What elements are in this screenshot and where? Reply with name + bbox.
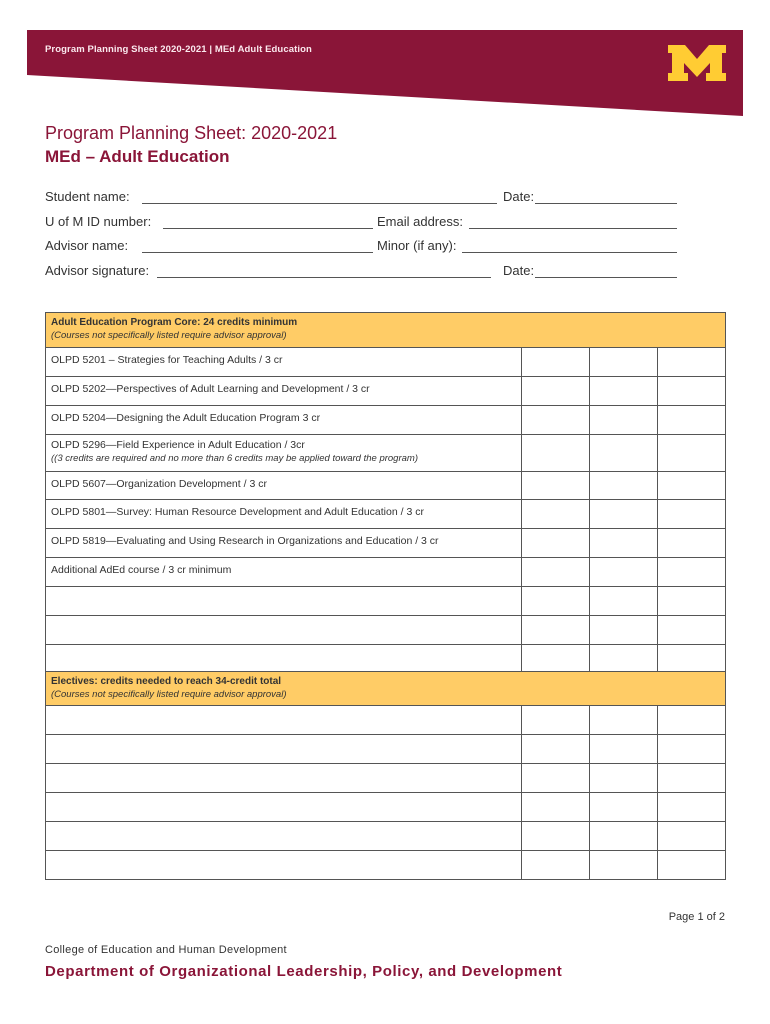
entry-cell[interactable] — [46, 587, 522, 616]
table-row — [46, 616, 726, 645]
table-row — [46, 529, 726, 558]
table-row — [46, 587, 726, 616]
umid-line[interactable] — [163, 228, 373, 229]
entry-cell[interactable] — [522, 735, 590, 764]
student-name-label: Student name: — [45, 189, 130, 204]
core-header-subtitle: (Courses not specifically listed require advisor approval) — [51, 330, 287, 341]
entry-cell[interactable] — [590, 500, 658, 529]
entry-cell[interactable] — [522, 435, 590, 472]
entry-cell[interactable] — [590, 706, 658, 735]
entry-cell[interactable] — [658, 764, 726, 793]
entry-cell[interactable] — [46, 851, 522, 880]
table-row — [46, 348, 726, 377]
entry-cell[interactable] — [658, 645, 726, 674]
entry-cell[interactable] — [590, 822, 658, 851]
advisor-name-label: Advisor name: — [45, 238, 129, 253]
entry-cell[interactable] — [658, 377, 726, 406]
core-header-title: Adult Education Program Core: 24 credits minimum — [51, 317, 298, 328]
entry-cell[interactable] — [522, 851, 590, 880]
electives-header-title: Electives: credits needed to reach 34-credit total — [51, 676, 282, 687]
course-name: OLPD 5201 – Strategies for Teaching Adults / 3 cr — [51, 354, 283, 366]
entry-cell[interactable] — [590, 348, 658, 377]
college-name: College of Education and Human Development — [45, 944, 287, 956]
entry-cell[interactable] — [46, 706, 522, 735]
entry-cell[interactable] — [658, 735, 726, 764]
core-header-row — [46, 313, 726, 348]
entry-cell[interactable] — [522, 764, 590, 793]
entry-cell[interactable] — [522, 706, 590, 735]
entry-cell[interactable] — [46, 616, 522, 645]
entry-cell[interactable] — [658, 706, 726, 735]
course-name: OLPD 5801—Survey: Human Resource Development and Adult Education / 3 cr — [51, 506, 424, 518]
entry-cell[interactable] — [522, 822, 590, 851]
course-name: OLPD 5819—Evaluating and Using Research in Organizations and Education / 3 cr — [51, 535, 439, 547]
entry-cell[interactable] — [590, 529, 658, 558]
table-row — [46, 558, 726, 587]
course-name: OLPD 5607—Organization Development / 3 cr — [51, 478, 267, 490]
entry-cell[interactable] — [590, 406, 658, 435]
entry-cell[interactable] — [590, 377, 658, 406]
entry-cell[interactable] — [522, 406, 590, 435]
advisor-signature-label: Advisor signature: — [45, 263, 150, 278]
table-row — [46, 706, 726, 735]
entry-cell[interactable] — [658, 587, 726, 616]
entry-cell[interactable] — [658, 500, 726, 529]
entry-cell[interactable] — [658, 851, 726, 880]
entry-cell[interactable] — [590, 645, 658, 674]
student-name-line[interactable] — [142, 203, 497, 204]
entry-cell[interactable] — [522, 377, 590, 406]
page-title: Program Planning Sheet: 2020-2021 — [45, 123, 338, 143]
course-name: OLPD 5296—Field Experience in Adult Education / 3cr — [51, 439, 305, 451]
date-label: Date: — [503, 263, 535, 278]
entry-cell[interactable] — [658, 406, 726, 435]
course-name: OLPD 5204—Designing the Adult Education Program 3 cr — [51, 412, 321, 424]
entry-cell[interactable] — [522, 472, 590, 500]
umid-label: U of M ID number: — [45, 214, 152, 229]
table-row — [46, 764, 726, 793]
department-name: Department of Organizational Leadership, Policy, and Development — [45, 963, 563, 980]
course-name: OLPD 5202—Perspectives of Adult Learning and Development / 3 cr — [51, 383, 370, 395]
entry-cell[interactable] — [658, 435, 726, 472]
entry-cell[interactable] — [658, 472, 726, 500]
header-band-text: Program Planning Sheet 2020-2021 | MEd Adult Education — [45, 44, 312, 55]
table-row — [46, 500, 726, 529]
table-row — [46, 851, 726, 880]
entry-cell[interactable] — [658, 558, 726, 587]
date-label: Date: — [503, 189, 535, 204]
table-row — [46, 472, 726, 500]
table-row — [46, 645, 726, 674]
table-row — [46, 735, 726, 764]
entry-cell[interactable] — [590, 735, 658, 764]
entry-cell[interactable] — [658, 793, 726, 822]
course-name: Additional AdEd course / 3 cr minimum — [51, 564, 232, 576]
entry-cell[interactable] — [46, 822, 522, 851]
entry-cell[interactable] — [522, 587, 590, 616]
minor-line[interactable] — [462, 252, 677, 253]
electives-table — [45, 671, 726, 880]
course-note: ((3 credits are required and no more than 6 credits may be applied toward the program) — [51, 453, 418, 464]
entry-cell[interactable] — [658, 616, 726, 645]
entry-cell[interactable] — [590, 616, 658, 645]
entry-cell[interactable] — [522, 529, 590, 558]
date-line[interactable] — [535, 203, 677, 204]
entry-cell[interactable] — [522, 793, 590, 822]
electives-header-row — [46, 672, 726, 706]
email-label: Email address: — [377, 214, 463, 229]
entry-cell[interactable] — [46, 735, 522, 764]
entry-cell[interactable] — [590, 764, 658, 793]
entry-cell[interactable] — [522, 500, 590, 529]
header-band — [0, 0, 770, 120]
table-row — [46, 435, 726, 472]
entry-cell[interactable] — [522, 645, 590, 674]
minor-label: Minor (if any): — [377, 238, 457, 253]
entry-cell[interactable] — [590, 793, 658, 822]
advisor-signature-line[interactable] — [157, 277, 491, 278]
program-subtitle: MEd – Adult Education — [45, 147, 230, 166]
entry-cell[interactable] — [522, 348, 590, 377]
table-row — [46, 406, 726, 435]
entry-cell[interactable] — [590, 851, 658, 880]
entry-cell[interactable] — [658, 822, 726, 851]
entry-cell[interactable] — [46, 793, 522, 822]
entry-cell[interactable] — [46, 645, 522, 674]
entry-cell[interactable] — [658, 348, 726, 377]
core-courses-table — [45, 312, 726, 674]
date-line[interactable] — [535, 277, 677, 278]
email-line[interactable] — [469, 228, 677, 229]
entry-cell[interactable] — [590, 472, 658, 500]
entry-cell[interactable] — [590, 558, 658, 587]
entry-cell[interactable] — [522, 558, 590, 587]
table-row — [46, 377, 726, 406]
entry-cell[interactable] — [590, 587, 658, 616]
electives-header-subtitle: (Courses not specifically listed require advisor approval) — [51, 689, 287, 700]
table-row — [46, 822, 726, 851]
entry-cell[interactable] — [590, 435, 658, 472]
entry-cell[interactable] — [522, 616, 590, 645]
entry-cell[interactable] — [46, 764, 522, 793]
entry-cell[interactable] — [658, 529, 726, 558]
page-number: Page 1 of 2 — [668, 911, 725, 923]
advisor-name-line[interactable] — [142, 252, 373, 253]
university-m-logo-icon — [668, 45, 726, 81]
table-row — [46, 793, 726, 822]
